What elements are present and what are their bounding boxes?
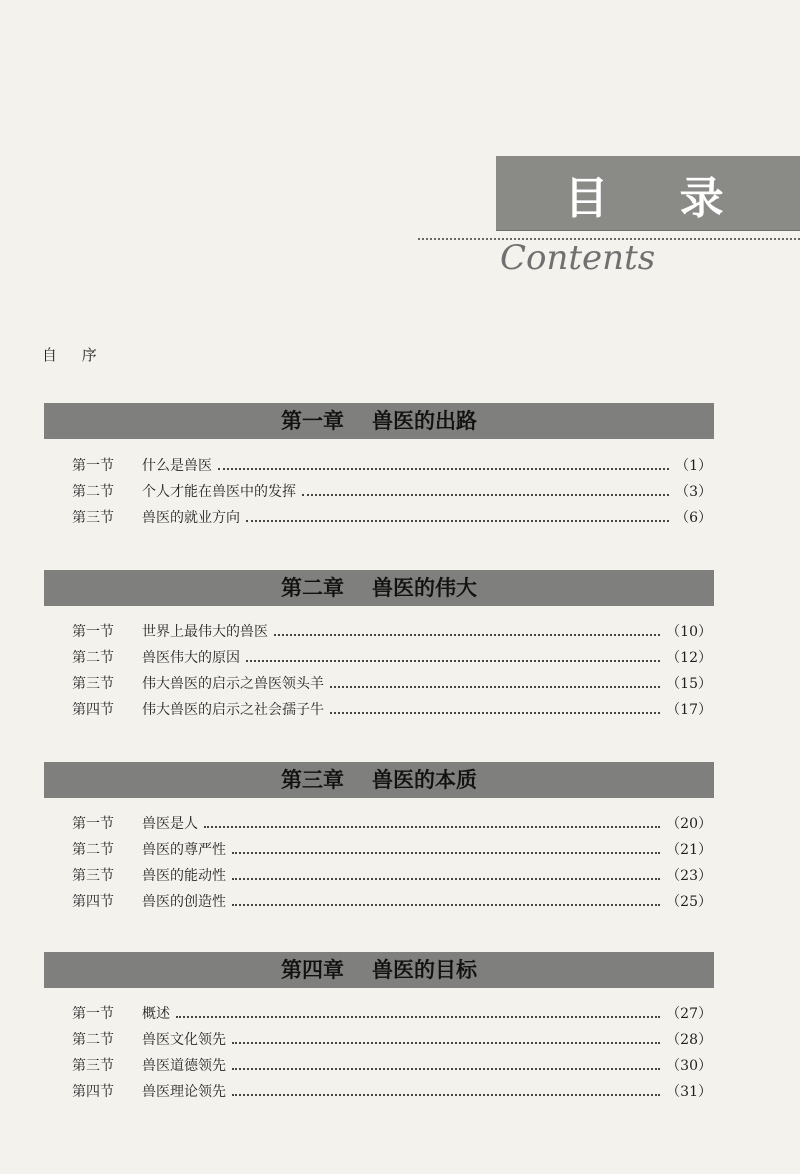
toc-entry[interactable] [72,813,712,835]
toc-entry[interactable] [72,839,712,861]
dot-leader [232,841,660,854]
dot-leader [274,623,660,636]
section-label: 第三节 [72,868,114,884]
preface-entry: 自 序 [42,346,107,364]
dot-leader [232,1083,660,1096]
dot-leader [218,457,669,470]
section-label: 第二节 [72,842,114,858]
toc-subtitle-wrap [500,238,655,278]
section-title: 个人才能在兽医中的发挥 [142,484,296,500]
toc-entry[interactable] [72,647,712,669]
dot-leader [204,815,660,828]
page-number: （27） [666,1006,712,1022]
page-number: （17） [666,702,712,718]
page-number: （15） [666,676,712,692]
section-label: 第三节 [72,1058,114,1074]
chapter-title: 兽医的出路 [372,409,477,433]
section-title: 什么是兽医 [142,458,212,474]
chapter-number: 第三章 [281,768,344,792]
dot-leader [246,509,669,522]
section-title: 伟大兽医的启示之社会孺子牛 [142,702,324,718]
dot-leader [246,649,660,662]
page-number: （3） [675,484,712,500]
toc-entry[interactable] [72,1003,712,1025]
page-number: （23） [666,868,712,884]
section-title: 伟大兽医的启示之兽医领头羊 [142,676,324,692]
section-title: 世界上最伟大的兽医 [142,624,268,640]
chapter-number: 第一章 [281,409,344,433]
page-number: （1） [675,458,712,474]
toc-entry[interactable] [72,1081,712,1103]
toc-subtitle: Contents [500,238,656,278]
page-number: （25） [666,894,712,910]
page-number: （31） [666,1084,712,1100]
section-title: 兽医伟大的原因 [142,650,240,666]
toc-entry[interactable] [72,865,712,887]
toc-entry[interactable] [72,507,712,529]
section-label: 第一节 [72,1006,114,1022]
toc-entry[interactable] [72,1029,712,1051]
dot-leader [232,893,660,906]
toc-entry[interactable] [72,1055,712,1077]
toc-entry[interactable] [72,673,712,695]
dot-leader [330,701,660,714]
toc-header-box [496,156,800,231]
chapter-number: 第四章 [281,958,344,982]
toc-entry[interactable] [72,699,712,721]
chapter-4-heading [44,952,714,988]
page-number: （30） [666,1058,712,1074]
section-label: 第一节 [72,458,114,474]
section-title: 兽医是人 [142,816,198,832]
section-label: 第三节 [72,510,114,526]
dot-leader [330,675,660,688]
chapter-number: 第二章 [281,576,344,600]
section-label: 第二节 [72,484,114,500]
page-number: （12） [666,650,712,666]
section-label: 第一节 [72,816,114,832]
toc-entry[interactable] [72,455,712,477]
section-title: 概述 [142,1006,170,1022]
chapter-title: 兽医的本质 [372,768,477,792]
section-label: 第四节 [72,702,114,718]
section-label: 第四节 [72,1084,114,1100]
section-title: 兽医文化领先 [142,1032,226,1048]
chapter-3-heading [44,762,714,798]
chapter-title: 兽医的目标 [372,958,477,982]
section-title: 兽医的尊严性 [142,842,226,858]
dot-leader [232,1057,660,1070]
dot-leader [302,483,669,496]
section-title: 兽医的创造性 [142,894,226,910]
section-title: 兽医理论领先 [142,1084,226,1100]
section-label: 第二节 [72,650,114,666]
page-number: （10） [666,624,712,640]
section-label: 第三节 [72,676,114,692]
section-label: 第二节 [72,1032,114,1048]
toc-entry[interactable] [72,481,712,503]
section-title: 兽医道德领先 [142,1058,226,1074]
section-title: 兽医的能动性 [142,868,226,884]
chapter-2-heading [44,570,714,606]
page-number: （20） [666,816,712,832]
section-title: 兽医的就业方向 [142,510,240,526]
dot-leader [232,1031,660,1044]
chapter-title: 兽医的伟大 [372,576,477,600]
chapter-1-heading [44,403,714,439]
page-number: （6） [675,510,712,526]
page-number: （28） [666,1032,712,1048]
toc-entry[interactable] [72,891,712,913]
section-label: 第一节 [72,624,114,640]
dot-leader [232,867,660,880]
dot-leader [176,1005,660,1018]
toc-entry[interactable] [72,621,712,643]
page-number: （21） [666,842,712,858]
toc-title: 目 录 [564,173,752,224]
section-label: 第四节 [72,894,114,910]
